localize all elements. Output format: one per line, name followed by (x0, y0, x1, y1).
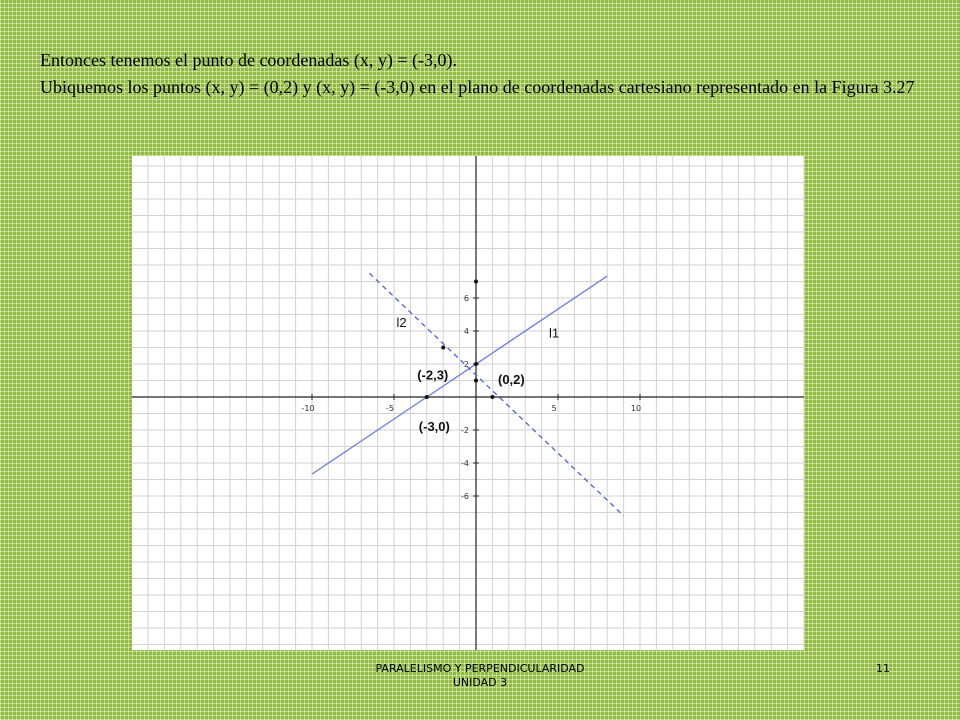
line-label-l1: l1 (548, 325, 560, 341)
x-tick-label: -10 (301, 404, 315, 413)
point-label: (-3,0) (418, 419, 450, 434)
point-label: (-2,3) (417, 367, 449, 383)
x-tick-label: 5 (551, 404, 557, 413)
footer-title: PARALELISMO Y PERPENDICULARIDAD (375, 662, 585, 675)
point (474, 379, 478, 383)
page-number: 11 (876, 662, 890, 675)
point (474, 280, 478, 284)
footer (330, 662, 630, 690)
point-label: (0,2) (498, 372, 525, 387)
line-label-l2: l2 (396, 314, 407, 330)
y-tick-label: -6 (461, 492, 469, 501)
cartesian-plane (132, 156, 804, 650)
point (490, 395, 494, 399)
slide-text (40, 50, 920, 104)
y-tick-label: 2 (463, 360, 469, 369)
x-tick-label: 10 (630, 404, 642, 413)
footer-unit: UNIDAD 3 (452, 676, 508, 689)
x-tick-label: -5 (386, 404, 394, 413)
y-tick-label: -4 (461, 459, 469, 468)
figure-3-27-chart (132, 156, 804, 650)
y-tick-label: 6 (463, 294, 469, 303)
paragraph-2: Ubiquemos los puntos (x, y) = (0,2) y (x, y) = (-3,0) en el plano de coordenadas cartesiano representado en la Figura 3.27 (40, 77, 915, 97)
paragraph-1: Entonces tenemos el punto de coordenadas (x, y) = (-3,0). (40, 50, 458, 70)
point (441, 346, 445, 350)
y-tick-label: 4 (463, 327, 469, 336)
y-tick-label: -2 (461, 426, 469, 435)
point (425, 395, 429, 399)
point (474, 362, 478, 366)
